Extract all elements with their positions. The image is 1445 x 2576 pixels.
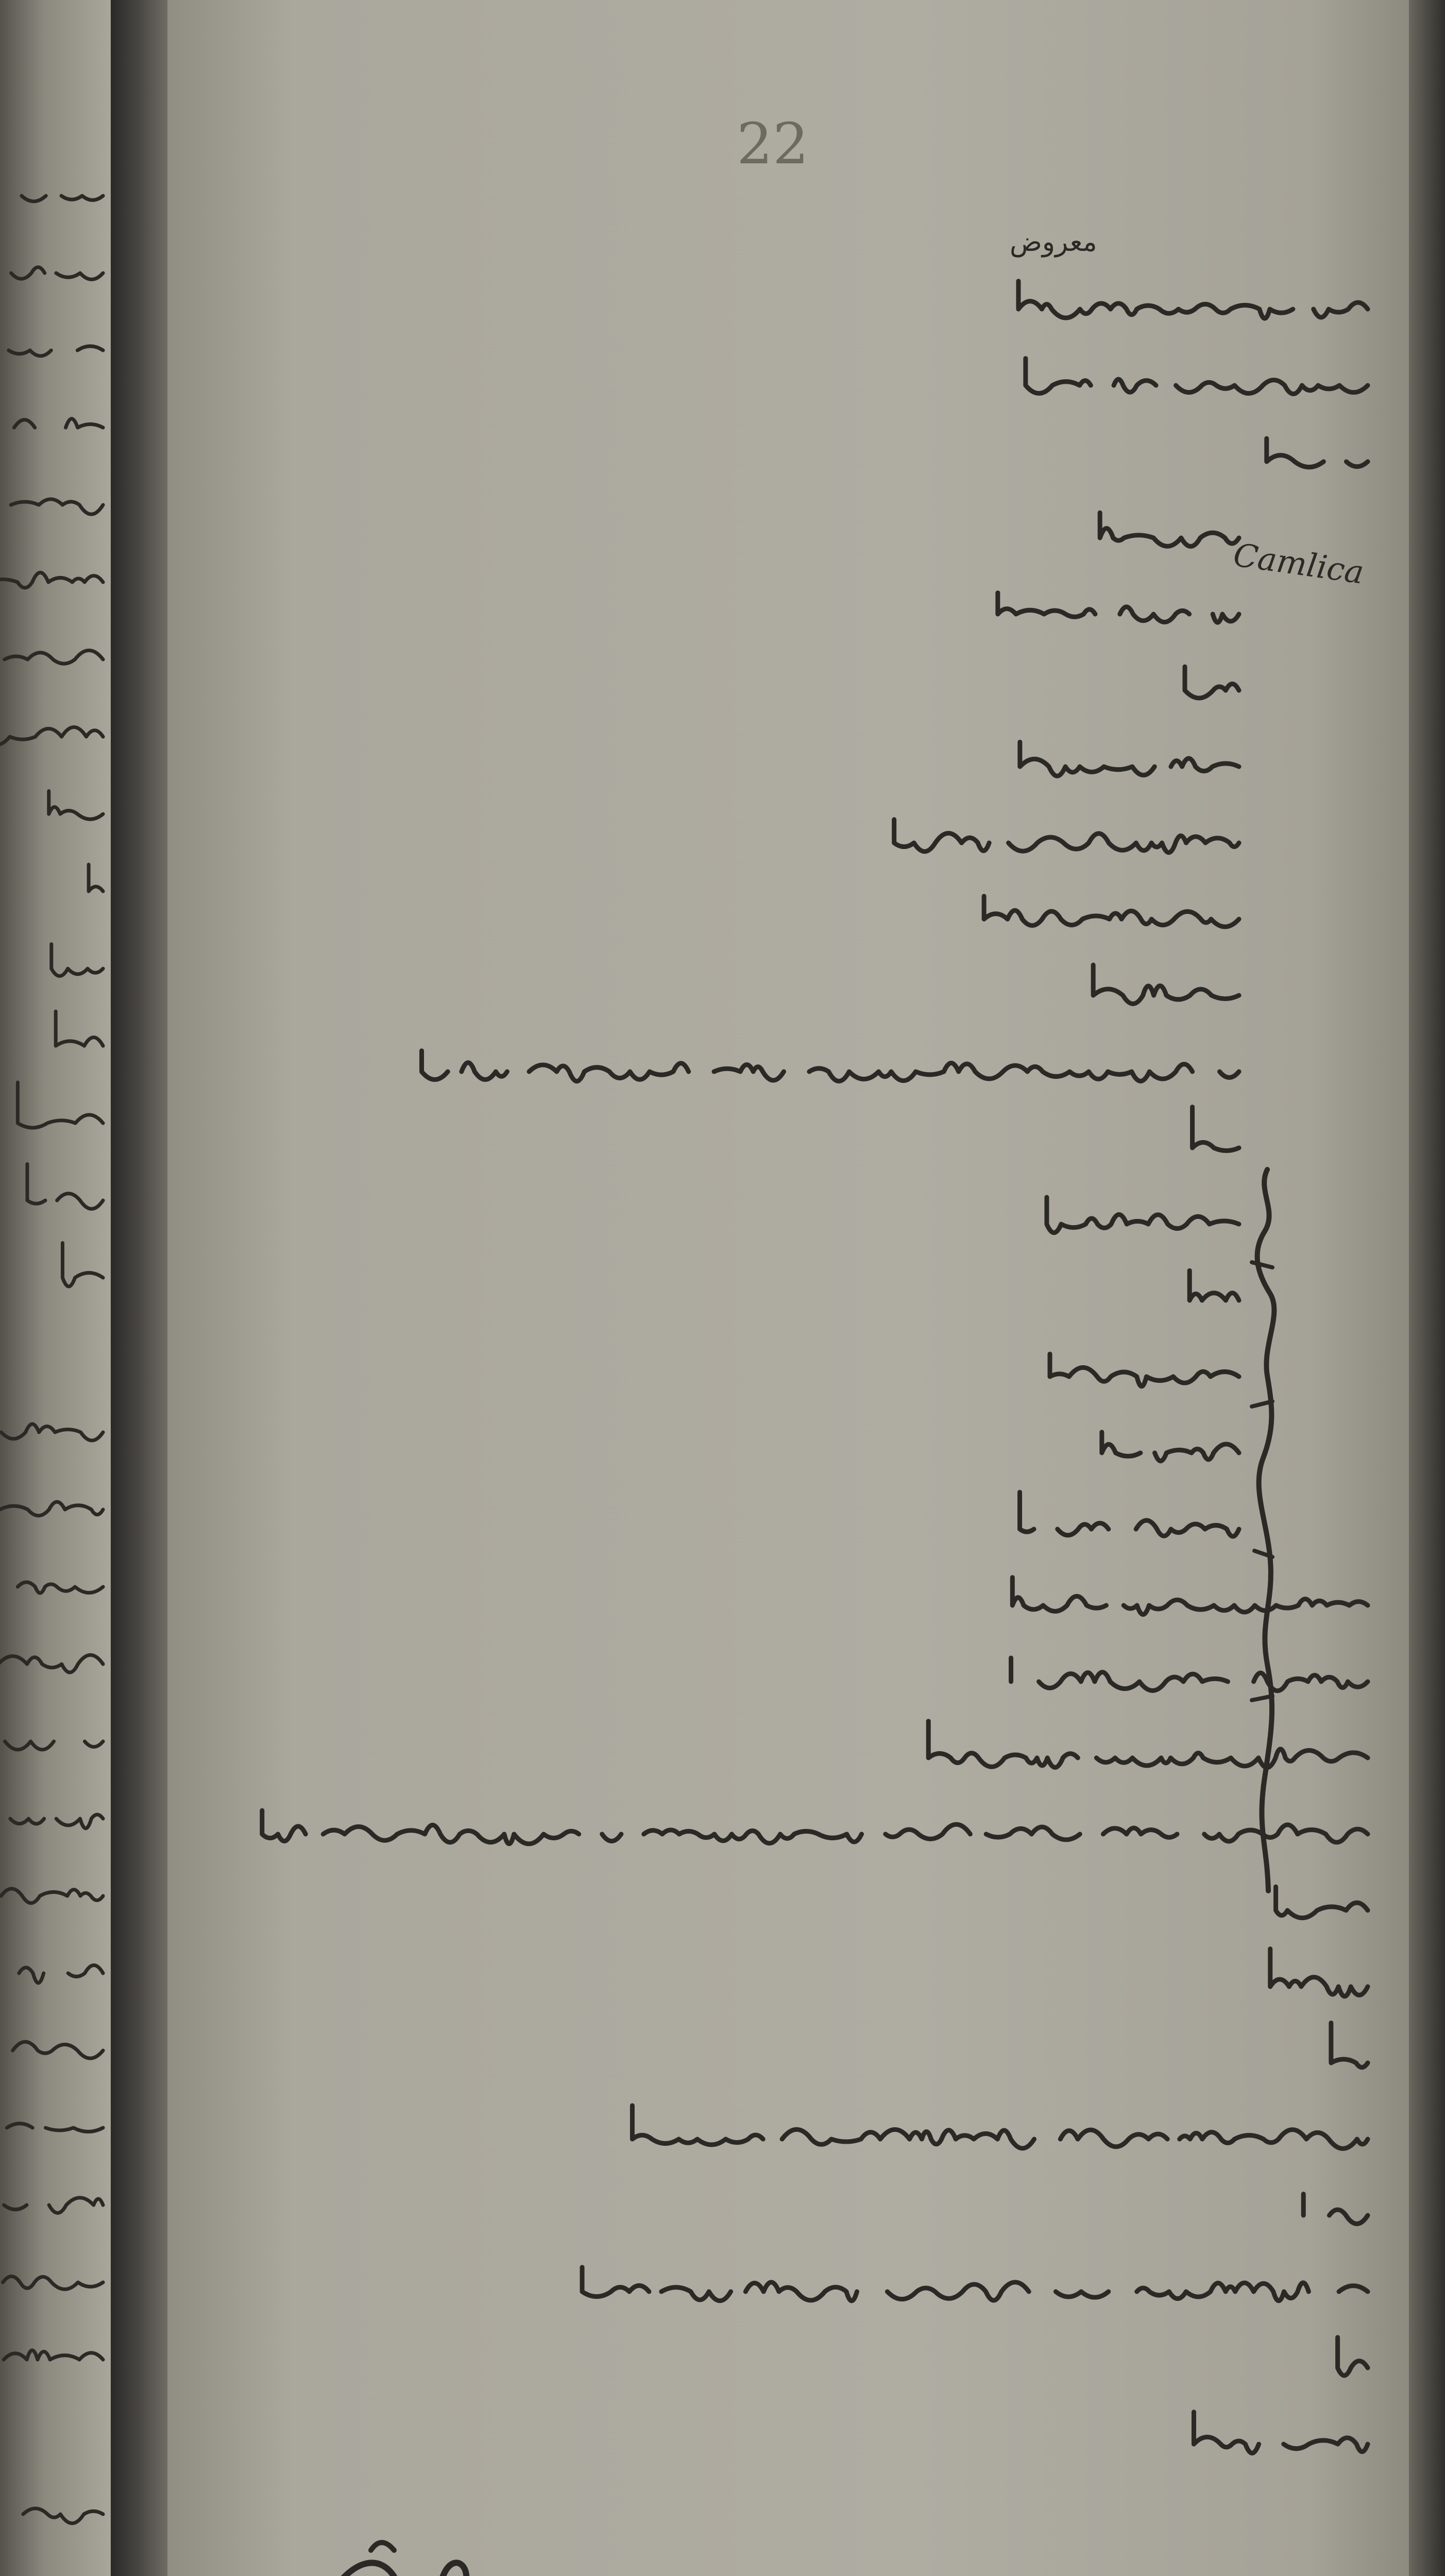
handwritten-line [62,1243,103,1286]
page-number: 22 [737,111,809,177]
handwritten-entry-2 [167,0,1409,2576]
handwritten-line [10,1815,103,1828]
handwritten-line [22,196,103,201]
handwritten-line [0,1655,103,1672]
handwritten-line [7,2124,103,2132]
handwritten-line [56,1011,103,1046]
previous-page-fragments [0,0,111,2576]
handwritten-line [3,2276,103,2289]
handwritten-line [18,1082,103,1128]
handwritten-line [4,2350,103,2360]
handwritten-line [1,1889,103,1903]
handwritten-line [5,650,103,664]
handwritten-line [11,267,103,280]
handwritten-line [4,2198,103,2213]
handwritten-line [27,1164,103,1209]
handwritten-line [13,2042,103,2058]
page-edge-shadow [1409,0,1445,2576]
handwritten-line [1,1424,103,1440]
margin-note-camlica: Camlica [1231,536,1367,591]
entry-heading-1: معروض [1010,227,1097,258]
handwritten-line [0,572,103,588]
handwritten-line [23,2509,103,2523]
handwritten-line [52,944,103,976]
book-gutter [111,0,167,2576]
handwritten-line [14,419,103,428]
handwritten-line [49,791,103,832]
handwritten-line [0,1502,103,1516]
handwritten-line [19,1965,103,1982]
handwritten-line [11,499,103,514]
handwritten-line [5,1741,103,1750]
handwritten-line [9,346,103,356]
handwritten-line [18,1582,103,1593]
handwritten-line [89,865,103,896]
handwritten-line [0,727,103,745]
